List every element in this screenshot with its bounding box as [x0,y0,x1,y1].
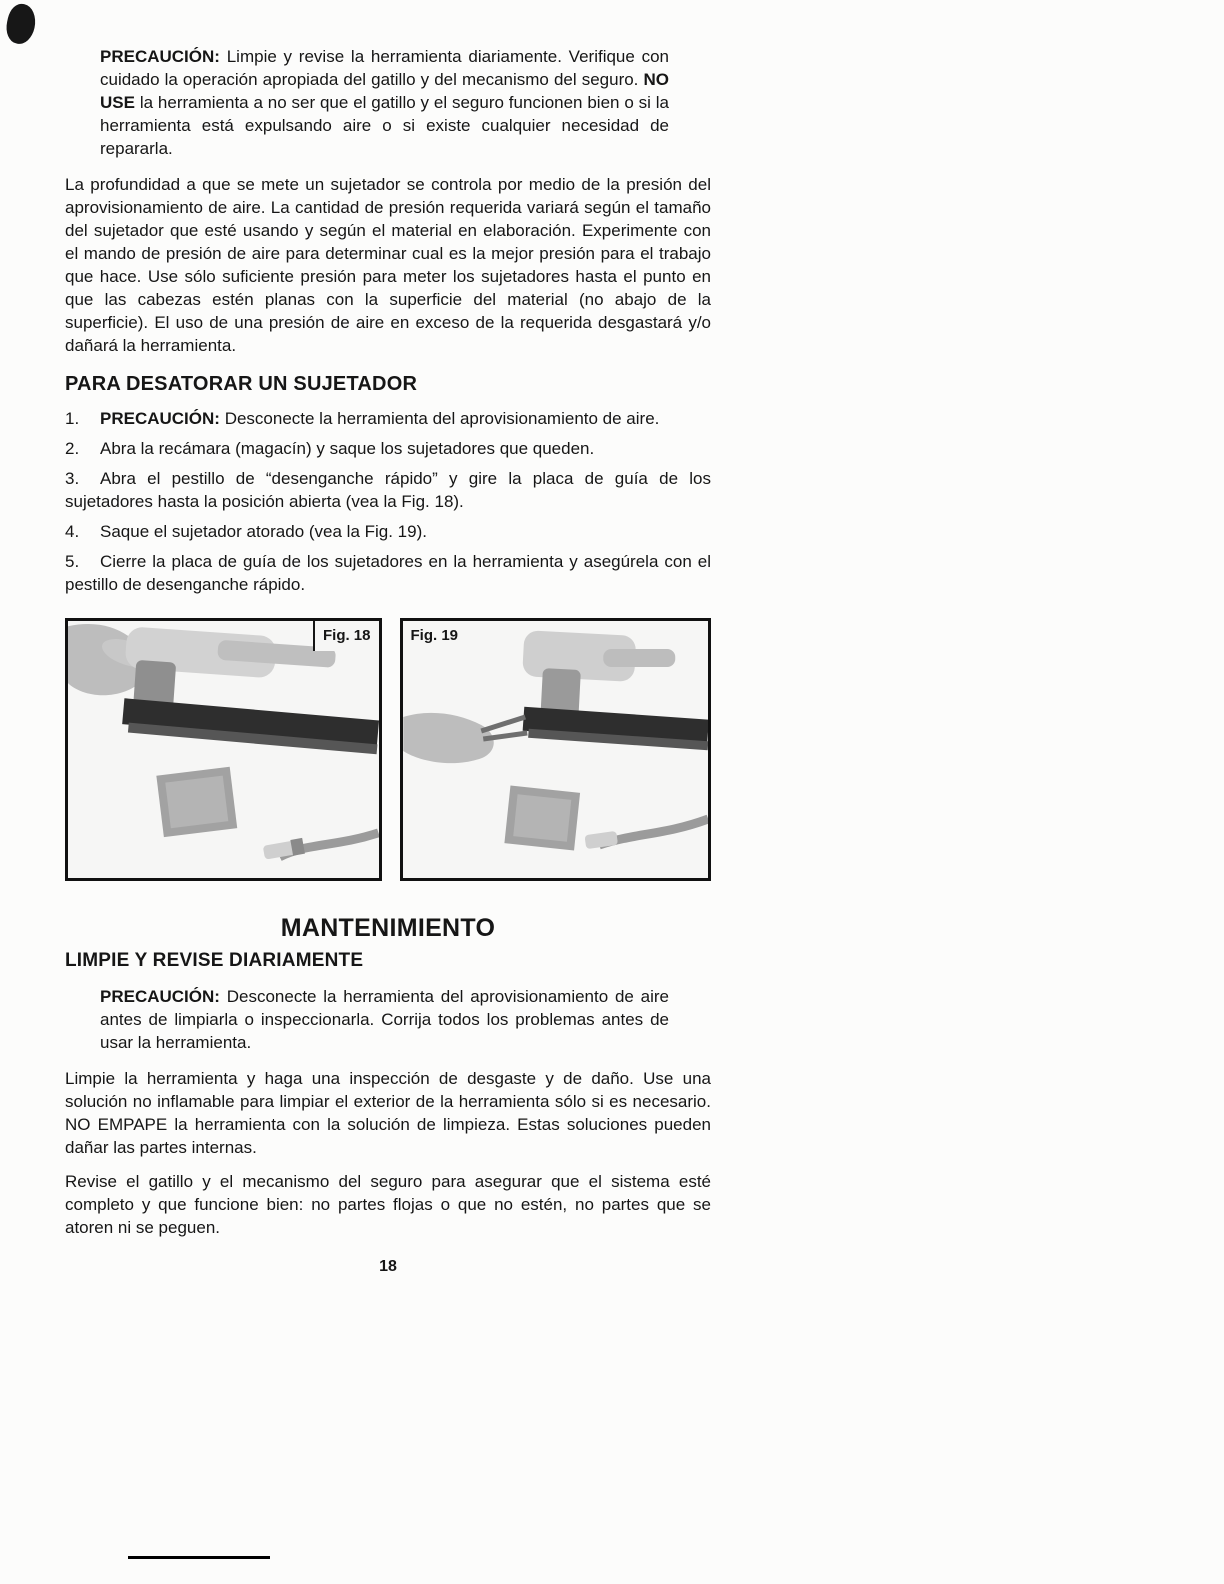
clean-inspect-subheading: LIMPIE Y REVISE DIARIAMENTE [65,950,364,971]
page-content [65,45,711,1278]
list-item-1 [65,407,711,430]
caution-label: PRECAUCIÓN: [100,409,220,428]
list-text: Abra el pestillo de “desenganche rápido” y gire la placa de guía de los sujetadores hasta la posición abierta (vea la Fig. 18). [65,469,711,511]
caution-label: PRECAUCIÓN: [100,47,220,66]
bottom-rule [128,1556,270,1559]
scan-artifact [3,2,39,47]
trigger-check-paragraph: Revise el gatillo y el mecanismo del seguro para asegurar que el sistema esté completo y que funcione bien: no partes flojas o que no estén, no partes que se atoren ni se peguen. [65,1172,711,1237]
figure-19-label: Fig. 19 [403,621,467,651]
sandpaper-illustration [504,786,580,851]
cleaning-paragraph: Limpie la herramienta y haga una inspección de desgaste y de daño. Use una solución no inflamable para limpiar el exterior de la herramienta sólo si es necesario. NO EMPAPE la herramienta con la solución de limpieza. Estas soluciones pueden dañar las partes internas. [65,1069,711,1157]
list-item-2 [65,437,711,460]
list-number: 5. [65,552,80,571]
caution-paragraph-maintenance [100,985,669,1054]
maintenance-heading: MANTENIMIENTO [280,914,496,942]
caution-paragraph-top [100,45,669,160]
caution-text-2: la herramienta a no ser que el gatillo y el seguro funcionen bien o si la herramienta está expulsando aire o si existe cualquier necesidad de repararla. [100,93,669,158]
list-text: Abra la recámara (magacín) y saque los sujetadores que queden. [100,439,595,458]
caution-text-1: Limpie y revise la herramienta diariamente. Verifique con cuidado la operación apropiada del gatillo y del mecanismo del seguro. [100,47,669,89]
list-text: Cierre la placa de guía de los sujetadores en la herramienta y asegúrela con el pestillo de desenganche rápido. [65,552,711,594]
section-heading-unjam: PARA DESATORAR UN SUJETADOR [65,373,418,395]
figure-18-photo [68,621,379,878]
list-item-3 [65,467,711,513]
list-number: 1. [65,409,80,428]
list-item-5 [65,550,711,596]
depth-control-paragraph: La profundidad a que se mete un sujetador se controla por medio de la presión del aprovisionamiento de aire. La cantidad de presión requerida variará según el tamaño del sujetador que esté usando y según el material en elaboración. Experimente con el mando de presión de aire para determinar cual es la mejor presión para el trabajo que hace. Use sólo suficiente presión para meter los sujetadores hasta el punto en que las cabezas estén planas con la superficie del material (no abajo de la superficie). El uso de una presión de aire en exceso de la requerida desgastará y/o dañará la herramienta. [65,175,711,355]
no-use-emphasis: NO USE [100,70,669,112]
list-number: 3. [65,469,80,488]
figure-18 [65,618,382,881]
list-text: Saque el sujetador atorado (vea la Fig. 19). [100,522,427,541]
list-number: 4. [65,522,80,541]
page-number: 18 [379,1258,397,1275]
list-number: 2. [65,439,80,458]
caution-label: PRECAUCIÓN: [100,987,220,1006]
sandpaper-illustration [156,767,237,837]
list-item-4 [65,520,711,543]
figure-19 [400,618,712,881]
list-text: Desconecte la herramienta del aprovisionamiento de aire. [224,409,660,428]
figures-row [65,618,711,881]
caution-text: Desconecte la herramienta del aprovisionamiento de aire antes de limpiarla o inspeccionarla. Corrija todos los problemas antes de usar la herramienta. [100,987,669,1052]
figure-18-label: Fig. 18 [313,621,379,651]
figure-19-photo [403,621,709,878]
